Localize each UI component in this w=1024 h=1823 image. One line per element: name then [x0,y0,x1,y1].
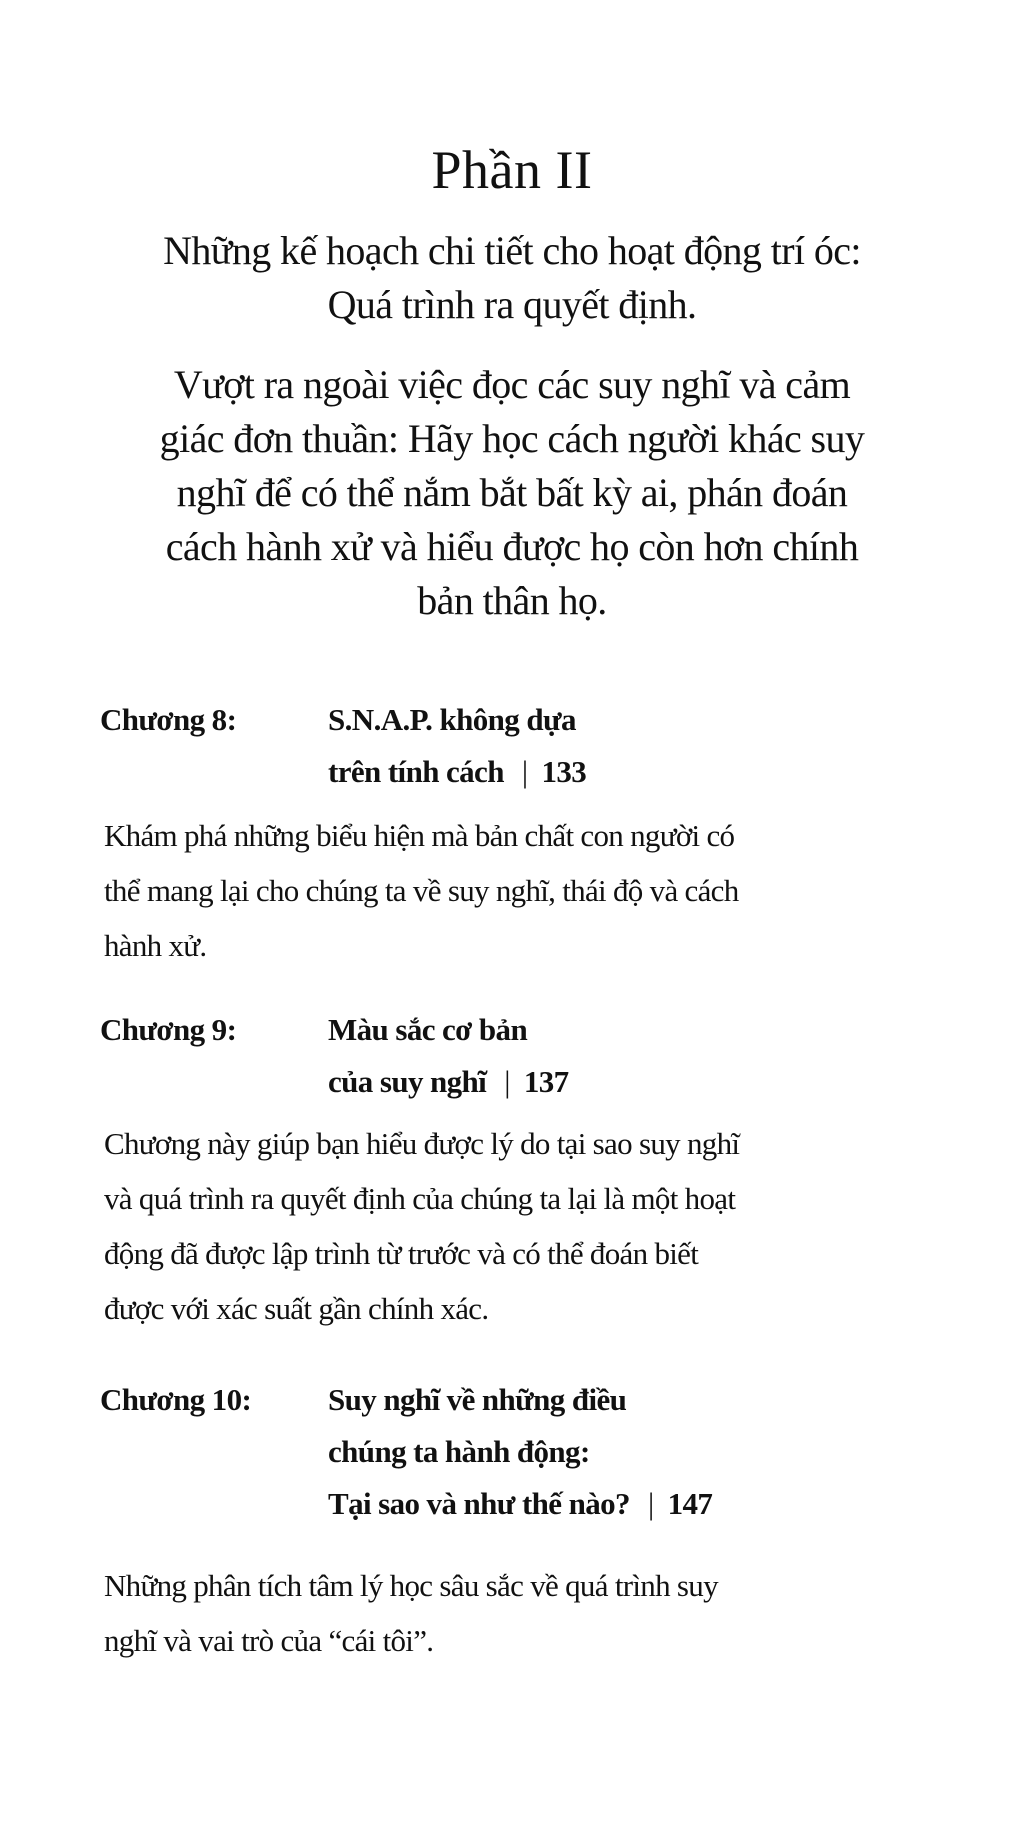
chapter-title-line: Suy nghĩ về những điều [328,1382,627,1417]
chapter-title [328,694,586,798]
chapter-title-line: chúng ta hành động: [328,1434,590,1469]
chapter-label: Chương 9: [100,1012,237,1047]
part-subtitle [60,224,964,332]
part-intro-line: giác đơn thuần: Hãy học cách người khác suy [159,416,865,461]
chapter-title-line: của suy nghĩ [328,1064,487,1099]
description-line: và quá trình ra quyết định của chúng ta lại là một hoạt [104,1181,736,1216]
chapter-title-line: S.N.A.P. không dựa [328,702,576,737]
chapter-10-description [104,1558,984,1668]
part-intro [80,358,944,628]
chapter-8-description [104,808,984,973]
chapter-title-last-line [328,746,586,798]
description-line: Khám phá những biểu hiện mà bản chất con người có [104,818,735,853]
part-intro-line: Vượt ra ngoài việc đọc các suy nghĩ và cảm [173,362,851,407]
description-line: hành xử. [104,928,207,963]
chapter-title-last-line [328,1056,569,1108]
page-separator: | [647,1486,654,1521]
page-separator: | [504,1064,510,1099]
chapter-title [328,1004,569,1108]
part-intro-line: cách hành xử và hiểu được họ còn hơn chính [165,524,859,569]
description-line: Những phân tích tâm lý học sâu sắc về quá trình suy [104,1568,718,1603]
page-number: 137 [523,1064,569,1099]
chapter-9-description [104,1116,984,1336]
chapter-title-line: trên tính cách [328,754,504,789]
page-number: 133 [541,754,587,789]
chapter-label: Chương 8: [100,702,237,737]
chapter-label: Chương 10: [100,1382,252,1417]
part-subtitle-line: Những kế hoạch chi tiết cho hoạt động trí óc: [163,228,861,273]
page-number: 147 [667,1486,713,1521]
chapter-9-heading[interactable] [100,1004,569,1108]
part-title: Phần II [431,140,593,200]
description-line: thể mang lại cho chúng ta về suy nghĩ, thái độ và cách [104,873,739,908]
part-intro-line: bản thân họ. [417,578,607,623]
chapter-title-line: Màu sắc cơ bản [328,1012,528,1047]
chapter-title-line: Tại sao và như thế nào? [328,1486,630,1521]
description-line: động đã được lập trình từ trước và có thể đoán biết [104,1236,699,1271]
description-line: nghĩ và vai trò của “cái tôi”. [104,1623,434,1658]
chapter-10-heading[interactable] [100,1374,712,1530]
part-intro-line: nghĩ để có thể nắm bắt bất kỳ ai, phán đoán [176,470,848,515]
part-subtitle-line: Quá trình ra quyết định. [327,282,697,327]
chapter-8-heading[interactable] [100,694,586,798]
description-line: được với xác suất gần chính xác. [104,1291,489,1326]
chapter-title [328,1374,712,1530]
description-line: Chương này giúp bạn hiểu được lý do tại sao suy nghĩ [104,1126,740,1161]
chapter-title-last-line [328,1478,712,1530]
page-separator: | [521,754,528,789]
